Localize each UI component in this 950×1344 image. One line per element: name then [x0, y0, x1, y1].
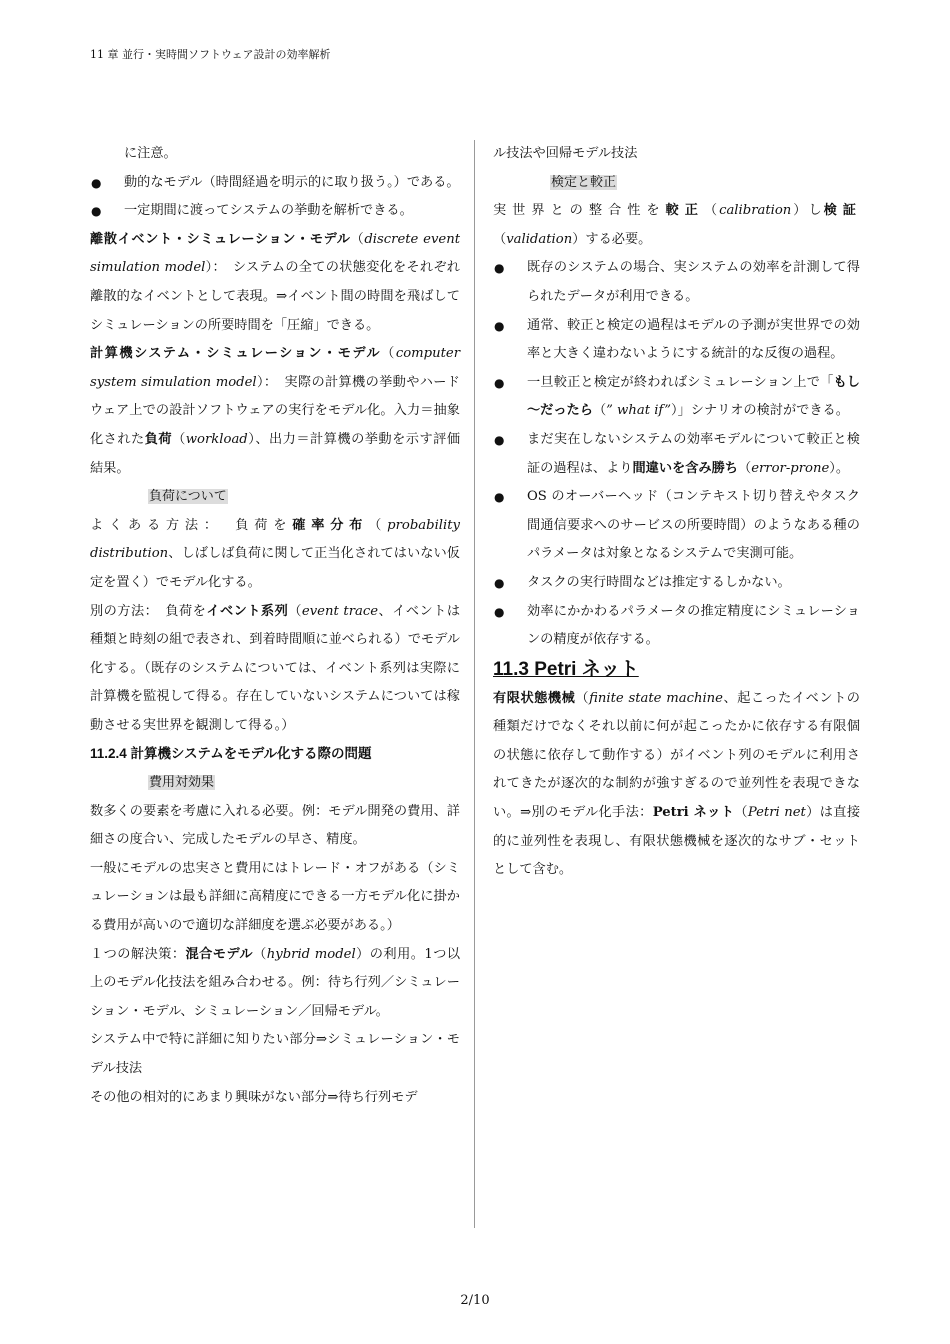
hybrid-paragraph: １つの解決策：混合モデル（hybrid model）の利用。1つ以上のモデル化技法を組み合わせる。例：待ち行列／シミュレーション・モデル、シミュレーション／回帰モデル。 [90, 946, 461, 1019]
list-item: ● OS のオーバーヘッド（コンテキスト切り替えやタスク間通信要求へのサービスの所要時間）のようなある種のパラメータは対象となるシステムで実測可能。 [493, 483, 860, 569]
paragraph: システム中で特に詳細に知りたい部分⇒シミュレーション・モデル技法 [90, 1032, 460, 1076]
common-method: よくある方法： 負荷を確率分布（probability distribution、しばしば負荷に関して正当化されてはいない仮定を置く）でモデル化する。 [90, 517, 460, 590]
des-definition: 離散イベント・シミュレーション・モデル（discrete event simulation model）： システムの全ての状態変化をそれぞれ離散的なイベントとして表現。⇒イベント間の時間を飛ばしてシミュレーションの所要時間を「圧縮」できる。 [90, 231, 460, 333]
right-column [493, 140, 860, 885]
bullet-icon: ● [494, 490, 505, 505]
paragraph: 一般にモデルの忠実さと費用にはトレード・オフがある（シミュレーションは最も詳細に高精度にできる一方モデル化に掛かる費用が高いので適切な詳細度を選ぶ必要がある。） [90, 860, 460, 934]
column-divider [474, 140, 475, 1228]
paragraph: その他の相対的にあまり興味がない部分⇒待ち行列モデ [90, 1089, 418, 1105]
list-item: ● 一旦較正と検定が終わればシミュレーション上で「もし～だったら（” what if”）」シナリオの検討ができる。 [493, 369, 860, 426]
section-heading: 11.3 Petri ネット [493, 658, 639, 680]
list-item: ● まだ実在しないシステムの効率モデルについて較正と検証の過程は、より間違いを含み勝ち（error-prone）。 [493, 426, 860, 483]
continued-text: ル技法や回帰モデル技法 [493, 146, 638, 161]
bullet-icon: ● [91, 175, 102, 190]
list-item: ● 動的なモデル（時間経過を明示的に取り扱う。）である。 [90, 169, 460, 198]
continued-text: に注意。 [124, 146, 177, 161]
list-item: ● 通常、較正と検定の過程はモデルの予測が実世界での効率と大きく違わないようにする統計的な反復の過程。 [493, 312, 860, 369]
left-column [90, 140, 460, 1112]
other-method: 別の方法： 負荷をイベント系列（event trace、イベントは種類と時刻の組で表され、到着時間順に並べられる）でモデル化する。（既存のシステムについては、イベント系列は実際に計算機を監視して得る。存在していないシステムについては稼動させる実世界を観測して得る。） [90, 603, 461, 733]
vv-heading: 検定と較正 [551, 174, 617, 190]
bullet-icon: ● [494, 604, 505, 619]
fsm-paragraph: 有限状態機械（finite state machine、起こったイベントの種類だけでなくそれ以前に何が起こったかに依存する有限個の状態に依存して動作する）がイベント列のモデルに利用されてきたが逐次的な制約が強すぎるので並列性を表現できない。⇒別のモデル化手法：Petri ネット（Petri net）は直接的に並列性を表現し、有限状態機械を逐次的なサブ・セットとして含む。 [493, 690, 861, 878]
vv-paragraph: 実世界との整合性を較正（calibration）し検証（validation）する必要。 [493, 203, 860, 247]
bullet-icon: ● [494, 261, 505, 276]
page-number: 2/10 [460, 1293, 490, 1308]
list-item: ● 既存のシステムの場合、実システムの効率を計測して得られたデータが利用できる。 [493, 254, 860, 311]
bullet-icon: ● [494, 432, 505, 447]
list-item: ● 一定期間に渡ってシステムの挙動を解析できる。 [90, 197, 460, 226]
list-item: ● タスクの実行時間などは推定するしかない。 [493, 569, 860, 598]
list-item: ● 効率にかかわるパラメータの推定精度にシミュレーションの精度が依存する。 [493, 598, 860, 655]
page-header: 11 章 並行・実時間ソフトウェア設計の効率解析 [90, 48, 331, 61]
cost-heading: 費用対効果 [149, 775, 215, 791]
bullet-icon: ● [91, 204, 102, 219]
load-heading: 負荷について [149, 489, 227, 505]
bullet-icon: ● [494, 375, 505, 390]
bullet-icon: ● [494, 575, 505, 590]
bullet-icon: ● [494, 318, 505, 333]
section-title: 11.2.4 計算機システムをモデル化する際の問題 [90, 746, 372, 762]
paragraph: 数多くの要素を考慮に入れる必要。例：モデル開発の費用、詳細さの度合い、完成したモデルの早さ、精度。 [90, 803, 460, 848]
css-definition: 計算機システム・シミュレーション・モデル（computer system simulation model）： 実際の計算機の挙動やハードウェア上での設計ソフトウェアの実行をモデル化。入力＝抽象化された負荷（workload）、出力＝計算機の挙動を示す評価結果。 [90, 346, 461, 476]
